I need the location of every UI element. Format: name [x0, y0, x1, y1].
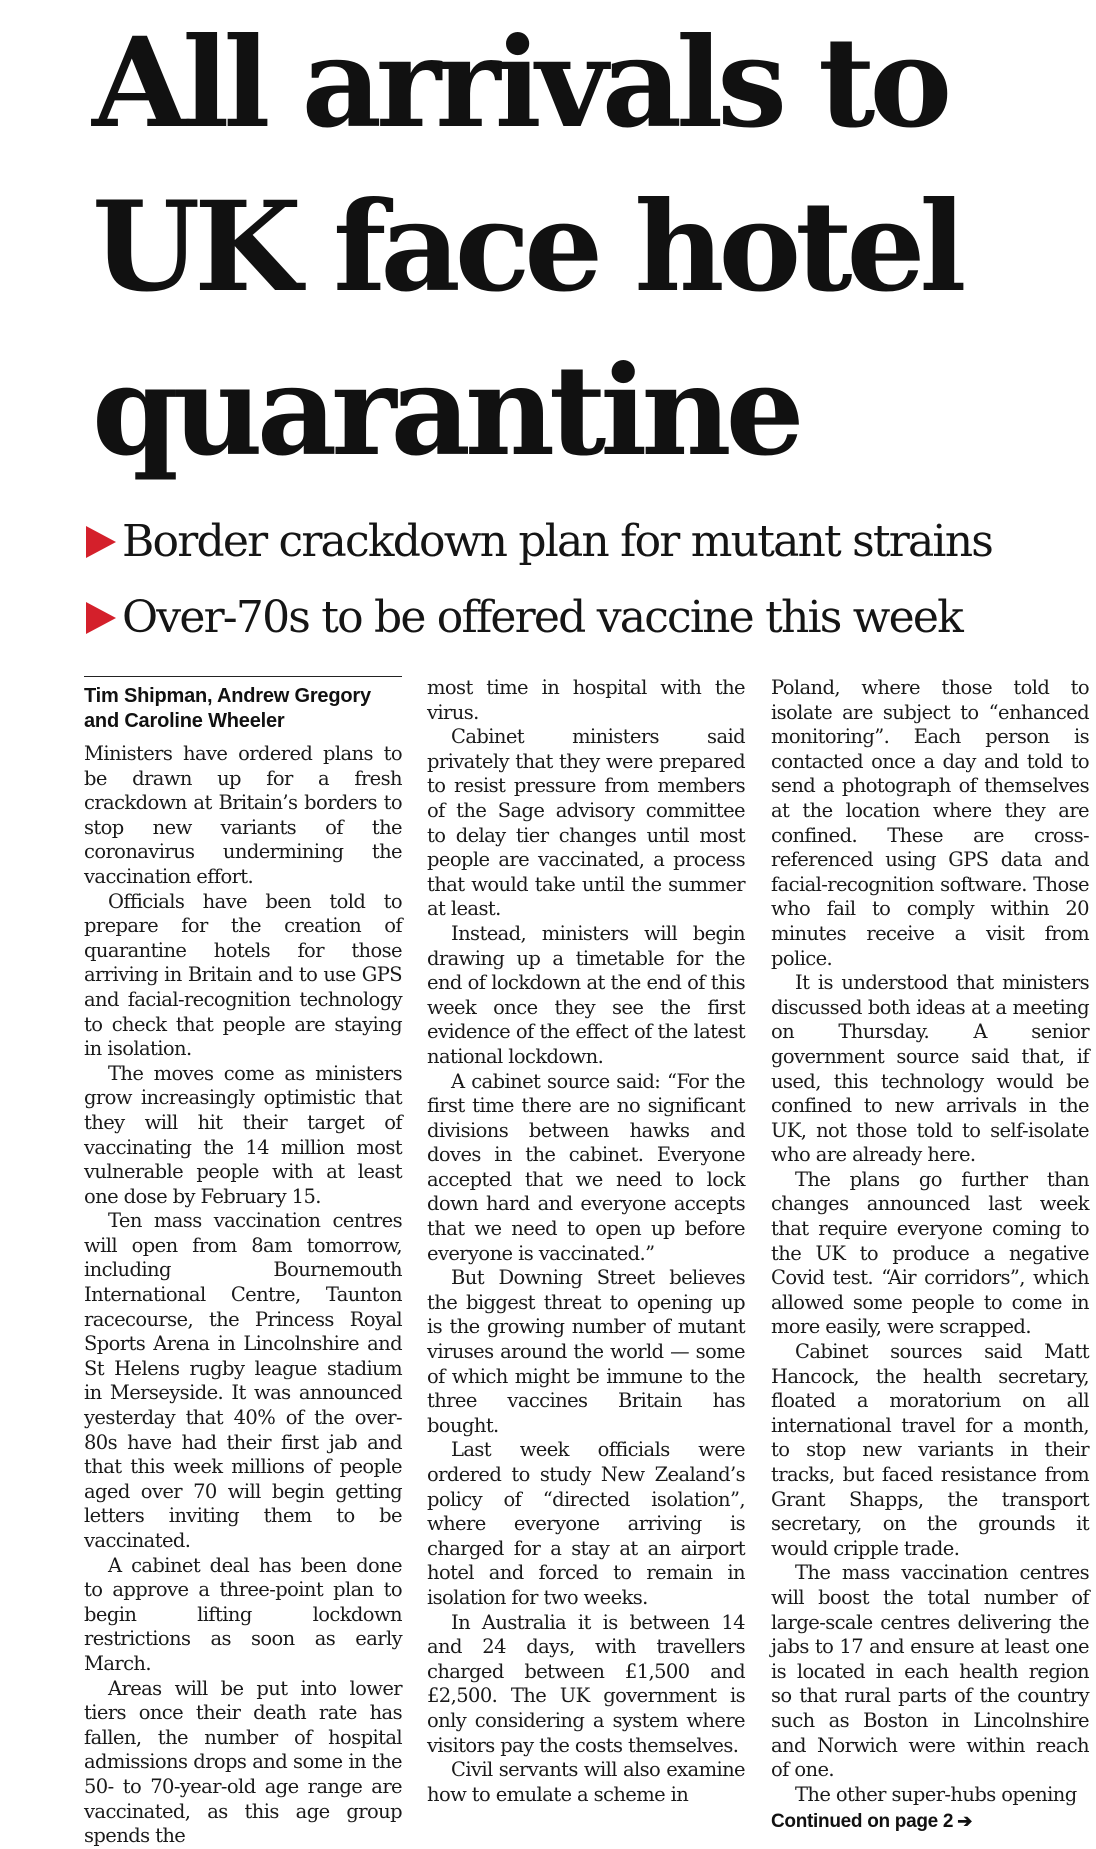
paragraph: In Australia it is between 14 and 24 days, with travellers charged between £1,500 and £2,500. The UK government is only considering a system where visitors pay the costs themselves.: [427, 1610, 745, 1757]
byline-line-2: and Caroline Wheeler: [84, 710, 285, 732]
paragraph: Civil servants will also examine how to emulate a scheme in: [427, 1758, 745, 1806]
paragraph: The mass vaccination centres will boost the total number of large-scale centres delivering the jabs to 17 and ensure at least one is located in each health region so that rural parts of the country such as Boston in Lincolnshire and Norwich were within reach of one.: [771, 1561, 1089, 1782]
article-column-3: [771, 676, 1089, 1835]
paragraph: most time in hospital with the virus.: [427, 676, 745, 724]
paragraph: A cabinet deal has been done to approve a three-point plan to begin lifting lockdown restrictions as soon as early March.: [84, 1553, 402, 1675]
paragraph: Cabinet ministers said privately that they were prepared to resist pressure from members of the Sage advisory committee to delay tier changes until most people are vaccinated, a process that would take until the summer at least.: [427, 725, 745, 921]
byline-line-1: Tim Shipman, Andrew Gregory: [84, 685, 371, 707]
paragraph: The other super-hubs opening: [795, 1782, 1077, 1806]
red-triangle-bullet-icon: [86, 526, 116, 558]
paragraph: Last week officials were ordered to study New Zealand’s policy of “directed isolation”, where everyone arriving is charged for a stay at an airport hotel and forced to remain in isolation for two weeks.: [427, 1438, 745, 1609]
paragraph: Cabinet sources said Matt Hancock, the health secretary, floated a moratorium on all international travel for a month, to stop new variants in their tracks, but faced resistance from Grant Shapps, the transport secretary, on the grounds it would cripple trade.: [771, 1340, 1089, 1560]
paragraph: Areas will be put into lower tiers once their death rate has fallen, the number of hospital admissions drops and some in the 50- to 70-year-old age range are vaccinated, as this age group spends the: [84, 1676, 402, 1848]
paragraph: But Downing Street believes the biggest threat to opening up is the growing number of mutant viruses around the world — some of which might be immune to the three vaccines Britain has bought.: [427, 1266, 745, 1437]
article-column-1: [84, 676, 402, 1849]
paragraph: The plans go further than changes announced last week that require everyone coming to the UK to produce a negative Covid test. “Air corridors”, which allowed some people to come in more easily, were scrapped.: [771, 1167, 1089, 1339]
continued-link[interactable]: [771, 1809, 1089, 1835]
headline: [92, 2, 1092, 494]
subheadlines: [86, 504, 1086, 656]
paragraph: It is understood that ministers discussed both ideas at a meeting on Thursday. A senior government source said that, if used, this technology would be confined to new arrivals in the UK, not those told to self-isolate who are already here.: [771, 971, 1089, 1167]
headline-line-3: quarantine: [92, 339, 799, 484]
headline-line-2: UK face hotel: [92, 175, 961, 320]
paragraph: The moves come as ministers grow increasingly optimistic that they will hit their target of vaccinating the 14 million most vulnerable people with at least one dose by February 15.: [84, 1061, 402, 1208]
arrow-right-icon: ➔: [957, 1811, 972, 1832]
paragraph: A cabinet source said: “For the first time there are no significant divisions between hawks and doves in the cabinet. Everyone accepted that we need to lock down hard and everyone accepts that we need to open up before everyone is vaccinated.”: [427, 1069, 745, 1265]
paragraph: Poland, where those told to isolate are subject to “enhanced monitoring”. Each person is contacted once a day and told to send a photograph of themselves at the location where they are confined. These are cross-referenced using GPS data and facial-recognition software. Those who fail to comply within 20 minutes receive a visit from police.: [771, 676, 1089, 970]
paragraph: Ministers have ordered plans to be drawn up for a fresh crackdown at Britain’s borders to stop new variants of the coronavirus undermining the vaccination effort.: [84, 742, 402, 888]
continued-text: Continued on page 2: [771, 1811, 954, 1833]
red-triangle-bullet-icon: [86, 602, 116, 634]
paragraph: Officials have been told to prepare for the creation of quarantine hotels for those arriving in Britain and to use GPS and facial-recognition technology to check that people are staying in isolation.: [84, 889, 402, 1061]
paragraph: Ten mass vaccination centres will open from 8am tomorrow, including Bournemouth International Centre, Taunton racecourse, the Princess Royal Sports Arena in Lincolnshire and St Helens rugby league stadium in Merseyside. It was announced yesterday that 40% of the over-80s have had their first jab and that this week millions of people aged over 70 will begin getting letters inviting them to be vaccinated.: [84, 1209, 402, 1552]
subheadline-2: Over-70s to be offered vaccine this week: [86, 580, 1086, 656]
subheadline-1: Border crackdown plan for mutant strains: [86, 504, 1086, 580]
article-column-2: [427, 676, 745, 1807]
paragraph: Instead, ministers will begin drawing up a timetable for the end of lockdown at the end of this week once they see the first evidence of the effect of the latest national lockdown.: [427, 921, 745, 1068]
headline-line-1: All arrivals to: [92, 11, 947, 156]
byline: [84, 676, 402, 734]
